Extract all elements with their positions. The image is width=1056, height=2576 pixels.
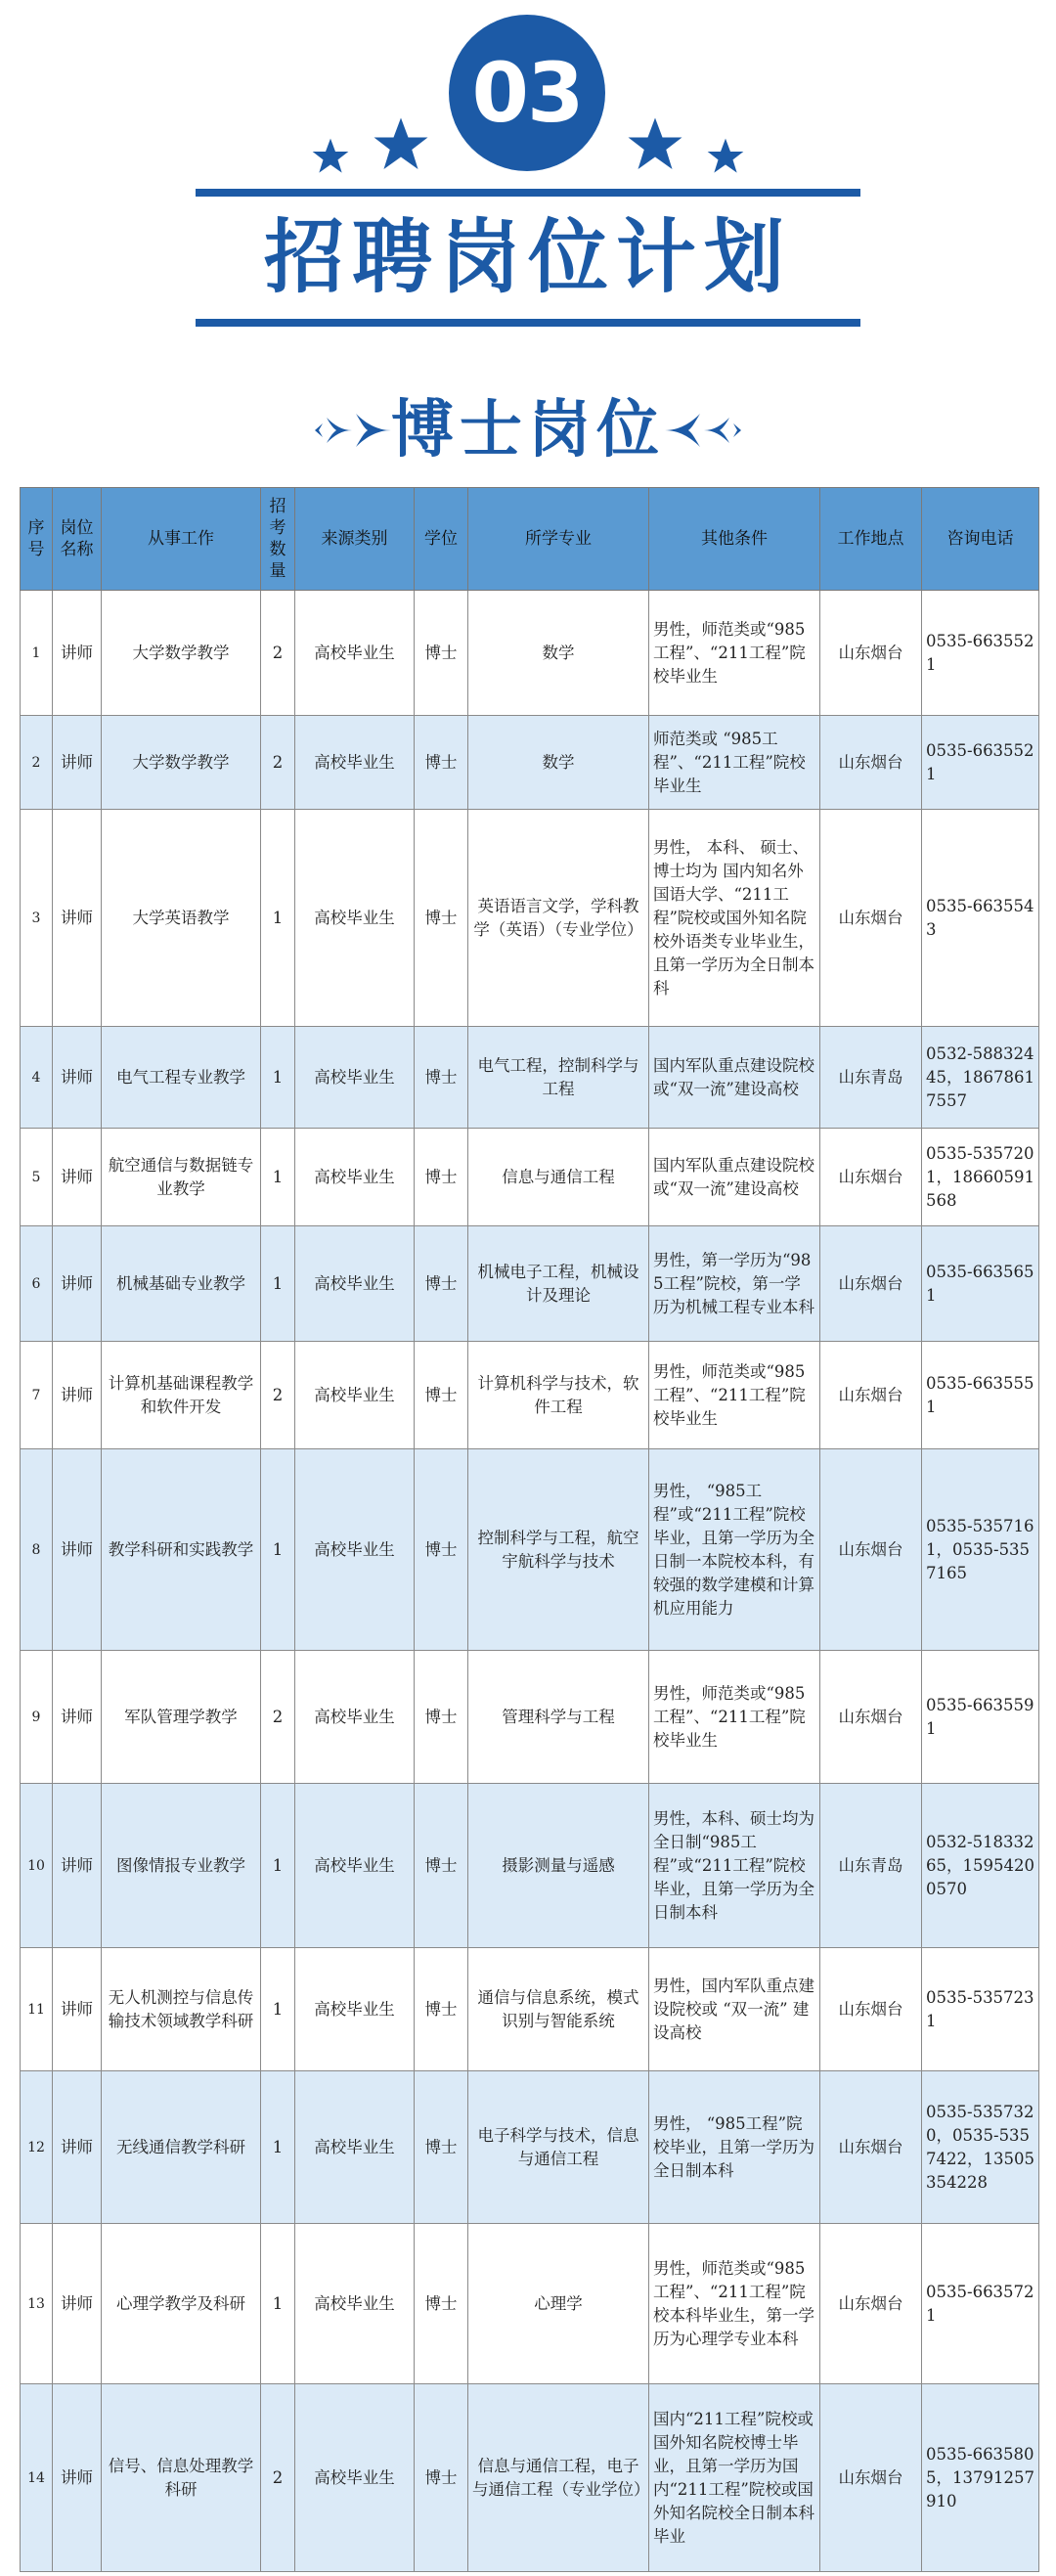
cell-phone: 0535-6635551 bbox=[922, 1342, 1039, 1449]
cell-source: 高校毕业生 bbox=[295, 2224, 415, 2384]
cell-count: 2 bbox=[261, 716, 295, 810]
cell-seq: 5 bbox=[21, 1129, 53, 1226]
cell-major: 数学 bbox=[468, 716, 649, 810]
cell-major: 数学 bbox=[468, 591, 649, 716]
cell-count: 1 bbox=[261, 1784, 295, 1948]
cell-other: 男性， “985工程”院校毕业，且第一学历为全日制本科 bbox=[649, 2071, 820, 2224]
cell-work: 计算机基础课程教学和软件开发 bbox=[102, 1342, 261, 1449]
cell-phone: 0535-6635651 bbox=[922, 1226, 1039, 1342]
cell-seq: 13 bbox=[21, 2224, 53, 2384]
cell-location: 山东烟台 bbox=[820, 1651, 922, 1784]
chevron-right-ornament-icon bbox=[659, 404, 747, 457]
cell-count: 1 bbox=[261, 2224, 295, 2384]
cell-count: 1 bbox=[261, 2071, 295, 2224]
cell-source: 高校毕业生 bbox=[295, 2071, 415, 2224]
cell-degree: 博士 bbox=[415, 2384, 468, 2572]
cell-post: 讲师 bbox=[53, 591, 102, 716]
cell-post: 讲师 bbox=[53, 810, 102, 1027]
cell-phone: 0535-6635805，13791257910 bbox=[922, 2384, 1039, 2572]
cell-post: 讲师 bbox=[53, 1342, 102, 1449]
cell-degree: 博士 bbox=[415, 1784, 468, 1948]
cell-work: 军队管理学教学 bbox=[102, 1651, 261, 1784]
cell-post: 讲师 bbox=[53, 716, 102, 810]
cell-source: 高校毕业生 bbox=[295, 1784, 415, 1948]
cell-major: 电子科学与技术，信息与通信工程 bbox=[468, 2071, 649, 2224]
cell-source: 高校毕业生 bbox=[295, 1651, 415, 1784]
cell-post: 讲师 bbox=[53, 2071, 102, 2224]
cell-seq: 8 bbox=[21, 1449, 53, 1651]
cell-work: 大学数学教学 bbox=[102, 716, 261, 810]
cell-post: 讲师 bbox=[53, 1948, 102, 2071]
cell-major: 信息与通信工程，电子与通信工程（专业学位） bbox=[468, 2384, 649, 2572]
positions-table bbox=[20, 487, 1039, 2572]
cell-source: 高校毕业生 bbox=[295, 1027, 415, 1129]
cell-work: 图像情报专业教学 bbox=[102, 1784, 261, 1948]
cell-work: 无线通信教学科研 bbox=[102, 2071, 261, 2224]
cell-source: 高校毕业生 bbox=[295, 716, 415, 810]
cell-work: 教学科研和实践教学 bbox=[102, 1449, 261, 1651]
section-header bbox=[0, 0, 1056, 352]
cell-location: 山东烟台 bbox=[820, 716, 922, 810]
cell-degree: 博士 bbox=[415, 1027, 468, 1129]
cell-source: 高校毕业生 bbox=[295, 2384, 415, 2572]
cell-phone: 0535-6635543 bbox=[922, 810, 1039, 1027]
table-header-row bbox=[21, 488, 1039, 591]
cell-post: 讲师 bbox=[53, 1226, 102, 1342]
cell-post: 讲师 bbox=[53, 2224, 102, 2384]
cell-count: 1 bbox=[261, 1449, 295, 1651]
cell-source: 高校毕业生 bbox=[295, 1342, 415, 1449]
cell-phone: 0535-6635521 bbox=[922, 591, 1039, 716]
sub-title: 博士岗位 bbox=[391, 394, 665, 466]
cell-degree: 博士 bbox=[415, 2224, 468, 2384]
cell-major: 控制科学与工程，航空宇航科学与技术 bbox=[468, 1449, 649, 1651]
cell-major: 计算机科学与技术，软件工程 bbox=[468, 1342, 649, 1449]
cell-post: 讲师 bbox=[53, 1449, 102, 1651]
cell-major: 摄影测量与遥感 bbox=[468, 1784, 649, 1948]
cell-phone: 0535-5357231 bbox=[922, 1948, 1039, 2071]
table-row bbox=[21, 1651, 1039, 1784]
cell-post: 讲师 bbox=[53, 1651, 102, 1784]
cell-seq: 11 bbox=[21, 1948, 53, 2071]
cell-work: 机械基础专业教学 bbox=[102, 1226, 261, 1342]
cell-count: 1 bbox=[261, 1129, 295, 1226]
cell-post: 讲师 bbox=[53, 1027, 102, 1129]
cell-other: 男性， “985工程”或“211工程”院校毕业，且第一学历为全日制一本院校本科，有较强的数学建模和计算机应用能力 bbox=[649, 1449, 820, 1651]
cell-work: 大学英语教学 bbox=[102, 810, 261, 1027]
sub-title-bar bbox=[0, 386, 1056, 474]
cell-count: 1 bbox=[261, 810, 295, 1027]
cell-phone: 0535-5357201，18660591568 bbox=[922, 1129, 1039, 1226]
cell-other: 男性，师范类或“985工程”、“211工程”院校毕业生 bbox=[649, 591, 820, 716]
cell-seq: 3 bbox=[21, 810, 53, 1027]
cell-location: 山东烟台 bbox=[820, 2071, 922, 2224]
cell-major: 管理科学与工程 bbox=[468, 1651, 649, 1784]
cell-count: 1 bbox=[261, 1948, 295, 2071]
cell-major: 机械电子工程，机械设计及理论 bbox=[468, 1226, 649, 1342]
table-row bbox=[21, 716, 1039, 810]
cell-count: 2 bbox=[261, 2384, 295, 2572]
cell-degree: 博士 bbox=[415, 1226, 468, 1342]
cell-phone: 0535-6635591 bbox=[922, 1651, 1039, 1784]
cell-other: 男性， 本科、 硕士、博士均为 国内知名外国语大学、“211工程”院校或国外知名院校外语类专业毕业生，且第一学历为全日制本科 bbox=[649, 810, 820, 1027]
cell-location: 山东烟台 bbox=[820, 591, 922, 716]
star-icon bbox=[372, 115, 430, 174]
cell-seq: 1 bbox=[21, 591, 53, 716]
cell-phone: 0535-6635721 bbox=[922, 2224, 1039, 2384]
cell-degree: 博士 bbox=[415, 1449, 468, 1651]
cell-count: 2 bbox=[261, 591, 295, 716]
cell-post: 讲师 bbox=[53, 2384, 102, 2572]
star-icon bbox=[706, 137, 745, 176]
cell-post: 讲师 bbox=[53, 1784, 102, 1948]
cell-seq: 7 bbox=[21, 1342, 53, 1449]
table-row bbox=[21, 1449, 1039, 1651]
table-row bbox=[21, 2071, 1039, 2224]
cell-degree: 博士 bbox=[415, 2071, 468, 2224]
cell-major: 信息与通信工程 bbox=[468, 1129, 649, 1226]
cell-major: 英语语言文学，学科教学（英语）（专业学位） bbox=[468, 810, 649, 1027]
cell-work: 航空通信与数据链专业教学 bbox=[102, 1129, 261, 1226]
table-row bbox=[21, 1129, 1039, 1226]
cell-degree: 博士 bbox=[415, 591, 468, 716]
header-degree: 学位 bbox=[415, 488, 468, 591]
header-phone: 咨询电话 bbox=[922, 488, 1039, 591]
cell-seq: 2 bbox=[21, 716, 53, 810]
cell-count: 1 bbox=[261, 1226, 295, 1342]
cell-phone: 0532-51833265，15954200570 bbox=[922, 1784, 1039, 1948]
cell-degree: 博士 bbox=[415, 1948, 468, 2071]
table-row bbox=[21, 2224, 1039, 2384]
cell-major: 通信与信息系统，模式识别与智能系统 bbox=[468, 1948, 649, 2071]
cell-count: 1 bbox=[261, 1027, 295, 1129]
cell-other: 师范类或 “985工程”、“211工程”院校毕业生 bbox=[649, 716, 820, 810]
section-number-badge: 03 bbox=[449, 15, 605, 171]
cell-other: 男性，第一学历为“985工程”院校，第一学历为机械工程专业本科 bbox=[649, 1226, 820, 1342]
header-location: 工作地点 bbox=[820, 488, 922, 591]
cell-other: 男性，国内军队重点建设院校或 “双一流” 建设高校 bbox=[649, 1948, 820, 2071]
cell-source: 高校毕业生 bbox=[295, 1226, 415, 1342]
cell-source: 高校毕业生 bbox=[295, 591, 415, 716]
cell-work: 信号、信息处理教学科研 bbox=[102, 2384, 261, 2572]
cell-work: 心理学教学及科研 bbox=[102, 2224, 261, 2384]
header-seq: 序号 bbox=[21, 488, 53, 591]
table-row bbox=[21, 1948, 1039, 2071]
cell-seq: 10 bbox=[21, 1784, 53, 1948]
cell-other: 国内军队重点建设院校或“双一流”建设高校 bbox=[649, 1027, 820, 1129]
cell-location: 山东烟台 bbox=[820, 2384, 922, 2572]
divider-bottom bbox=[196, 319, 860, 327]
cell-phone: 0535-6635521 bbox=[922, 716, 1039, 810]
table-row bbox=[21, 1784, 1039, 1948]
cell-other: 男性，本科、硕士均为全日制“985工程”或“211工程”院校毕业，且第一学历为全日制本科 bbox=[649, 1784, 820, 1948]
header-other: 其他条件 bbox=[649, 488, 820, 591]
cell-source: 高校毕业生 bbox=[295, 1948, 415, 2071]
cell-other: 男性，师范类或“985工程”、“211工程”院校毕业生 bbox=[649, 1651, 820, 1784]
cell-work: 无人机测控与信息传输技术领域教学科研 bbox=[102, 1948, 261, 2071]
cell-location: 山东烟台 bbox=[820, 1342, 922, 1449]
cell-seq: 6 bbox=[21, 1226, 53, 1342]
cell-seq: 4 bbox=[21, 1027, 53, 1129]
star-icon bbox=[311, 137, 350, 176]
divider-top bbox=[196, 189, 860, 197]
table-row bbox=[21, 2384, 1039, 2572]
cell-count: 2 bbox=[261, 1651, 295, 1784]
cell-major: 心理学 bbox=[468, 2224, 649, 2384]
table-row bbox=[21, 591, 1039, 716]
cell-degree: 博士 bbox=[415, 1651, 468, 1784]
header-source: 来源类别 bbox=[295, 488, 415, 591]
cell-other: 国内“211工程”院校或国外知名院校博士毕业，且第一学历为国内“211工程”院校或国外知名院校全日制本科毕业 bbox=[649, 2384, 820, 2572]
cell-phone: 0532-58832445，18678617557 bbox=[922, 1027, 1039, 1129]
header-count: 招考数量 bbox=[261, 488, 295, 591]
section-title: 招聘岗位计划 bbox=[263, 211, 792, 304]
cell-seq: 9 bbox=[21, 1651, 53, 1784]
cell-other: 男性，师范类或“985工程”、“211工程”院校本科毕业生，第一学历为心理学专业本科 bbox=[649, 2224, 820, 2384]
header-major: 所学专业 bbox=[468, 488, 649, 591]
cell-location: 山东烟台 bbox=[820, 1449, 922, 1651]
cell-location: 山东烟台 bbox=[820, 1226, 922, 1342]
cell-degree: 博士 bbox=[415, 716, 468, 810]
table-row bbox=[21, 810, 1039, 1027]
cell-seq: 14 bbox=[21, 2384, 53, 2572]
cell-seq: 12 bbox=[21, 2071, 53, 2224]
cell-source: 高校毕业生 bbox=[295, 1129, 415, 1226]
star-icon bbox=[626, 115, 684, 174]
cell-phone: 0535-5357161，0535-5357165 bbox=[922, 1449, 1039, 1651]
cell-source: 高校毕业生 bbox=[295, 810, 415, 1027]
table-row bbox=[21, 1226, 1039, 1342]
cell-location: 山东烟台 bbox=[820, 1948, 922, 2071]
table-row bbox=[21, 1027, 1039, 1129]
cell-other: 国内军队重点建设院校或“双一流”建设高校 bbox=[649, 1129, 820, 1226]
header-work: 从事工作 bbox=[102, 488, 261, 591]
table-row bbox=[21, 1342, 1039, 1449]
cell-location: 山东青岛 bbox=[820, 1027, 922, 1129]
cell-location: 山东烟台 bbox=[820, 810, 922, 1027]
cell-location: 山东烟台 bbox=[820, 1129, 922, 1226]
cell-degree: 博士 bbox=[415, 1129, 468, 1226]
cell-other: 男性，师范类或“985工程”、“211工程”院校毕业生 bbox=[649, 1342, 820, 1449]
cell-post: 讲师 bbox=[53, 1129, 102, 1226]
cell-source: 高校毕业生 bbox=[295, 1449, 415, 1651]
cell-work: 电气工程专业教学 bbox=[102, 1027, 261, 1129]
cell-degree: 博士 bbox=[415, 810, 468, 1027]
cell-phone: 0535-5357320，0535-5357422，13505354228 bbox=[922, 2071, 1039, 2224]
cell-degree: 博士 bbox=[415, 1342, 468, 1449]
cell-location: 山东青岛 bbox=[820, 1784, 922, 1948]
cell-location: 山东烟台 bbox=[820, 2224, 922, 2384]
cell-major: 电气工程，控制科学与工程 bbox=[468, 1027, 649, 1129]
cell-work: 大学数学教学 bbox=[102, 591, 261, 716]
cell-count: 2 bbox=[261, 1342, 295, 1449]
header-post: 岗位名称 bbox=[53, 488, 102, 591]
